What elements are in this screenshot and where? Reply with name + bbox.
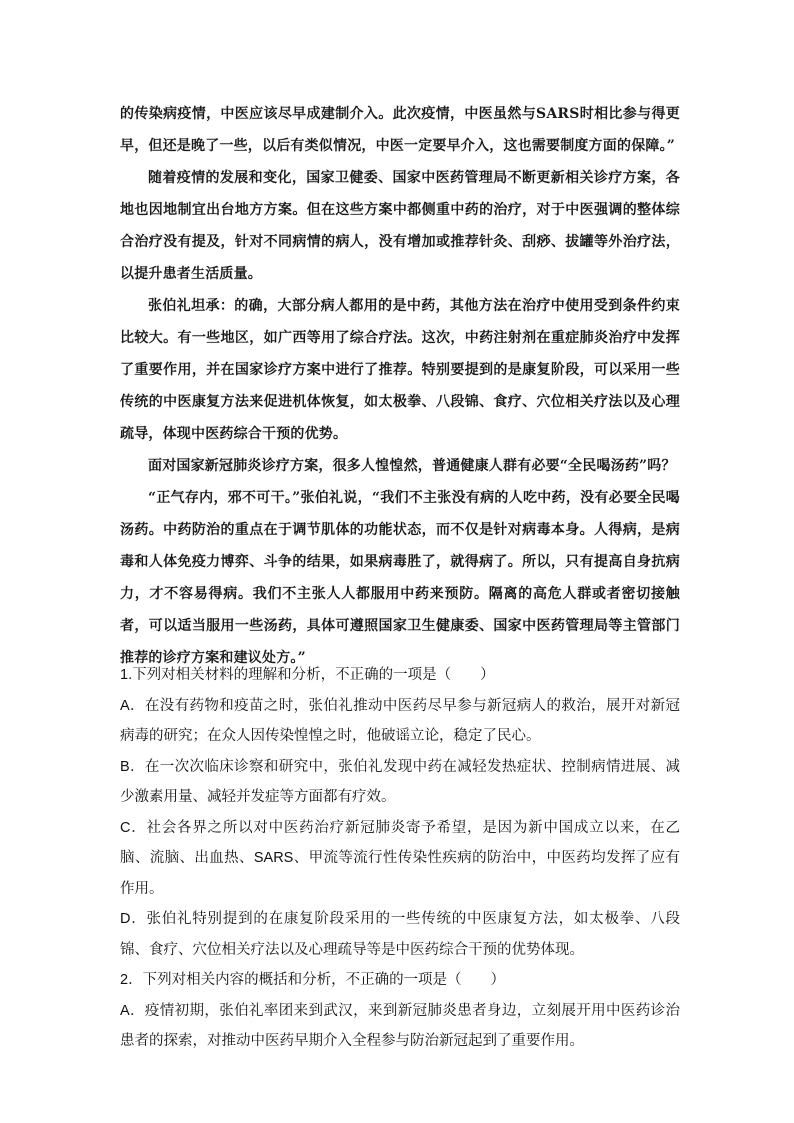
passage-paragraph: 面对国家新冠肺炎诊疗方案，很多人惶惶然，普通健康人群有必要“全民喝汤药”吗？: [148, 458, 676, 474]
answer-option: A．在没有药物和疫苗之时，张伯礼推动中医药尽早参与新冠病人的救治，展开对新冠病毒的研究；在众人因传染惶惶之时，他破谣立论，稳定了民心。: [120, 697, 680, 744]
answer-option: A．疫情初期，张伯礼率团来到武汉，来到新冠肺炎患者身边，立刻展开用中医药诊治患者的探索，对推动中医药早期介入全程参与防治新冠起到了重要作用。: [120, 1002, 680, 1049]
question-stem: 1.下列对相关材料的理解和分析，不正确的一项是（ ）: [120, 667, 495, 683]
passage-paragraph: 的传染病疫情，中医应该尽早成建制介入。此次疫情，中医虽然与SARS时相比参与得更早，但还是晚了一些，以后有类似情况，中医一定要早介入，这也需要制度方面的保障。”: [120, 106, 680, 154]
answer-option: D．张伯礼特别提到的在康复阶段采用的一些传统的中医康复方法，如太极拳、八段锦、食疗、穴位相关疗法以及心理疏导等是中医药综合干预的优势体现。: [120, 911, 680, 958]
question-stem: 2．下列对相关内容的概括和分析，不正确的一项是（ ）: [120, 972, 506, 988]
answer-option: B．在一次次临床诊察和研究中，张伯礼发现中药在减轻发热症状、控制病情进展、减少激素用量、减轻并发症等方面都有疗效。: [120, 758, 680, 805]
passage-paragraph: 张伯礼坦承：的确，大部分病人都用的是中药，其他方法在治疗中使用受到条件约束比较大。有一些地区，如广西等用了综合疗法。这次，中药注射剂在重症肺炎治疗中发挥了重要作用，并在国家诊疗方案中进行了推荐。特别要提到的是康复阶段，可以采用一些传统的中医康复方法来促进机体恢复，如太极拳、八段锦、食疗、穴位相关疗法以及心理疏导，体现中医药综合干预的优势。: [120, 298, 680, 442]
answer-option: C．社会各界之所以对中医药治疗新冠肺炎寄予希望，是因为新中国成立以来，在乙脑、流脑、出血热、SARS、甲流等流行性传染性疾病的防治中，中医药均发挥了应有作用。: [120, 819, 680, 897]
reading-passage: [120, 98, 680, 674]
passage-paragraph: 随着疫情的发展和变化，国家卫健委、国家中医药管理局不断更新相关诊疗方案，各地也因地制宜出台地方方案。但在这些方案中都侧重中药的治疗，对于中医强调的整体综合治疗没有提及，针对不同病情的病人，没有增加或推荐针灸、刮痧、拔罐等外治疗法，以提升患者生活质量。: [120, 170, 680, 282]
question-section: [120, 660, 680, 1057]
passage-paragraph: “正气存内，邪不可干。”张伯礼说，“我们不主张没有病的人吃中药，没有必要全民喝汤药。中药防治的重点在于调节肌体的功能状态，而不仅是针对病毒本身。人得病，是病毒和人体免疫力博弈、斗争的结果，如果病毒胜了，就得病了。所以，只有提高自身抗病力，才不容易得病。我们不主张人人都服用中药来预防。隔离的高危人群或者密切接触者，可以适当服用一些汤药，具体可遵照国家卫生健康委、国家中医药管理局等主管部门推荐的诊疗方案和建议处方。”: [120, 490, 680, 666]
